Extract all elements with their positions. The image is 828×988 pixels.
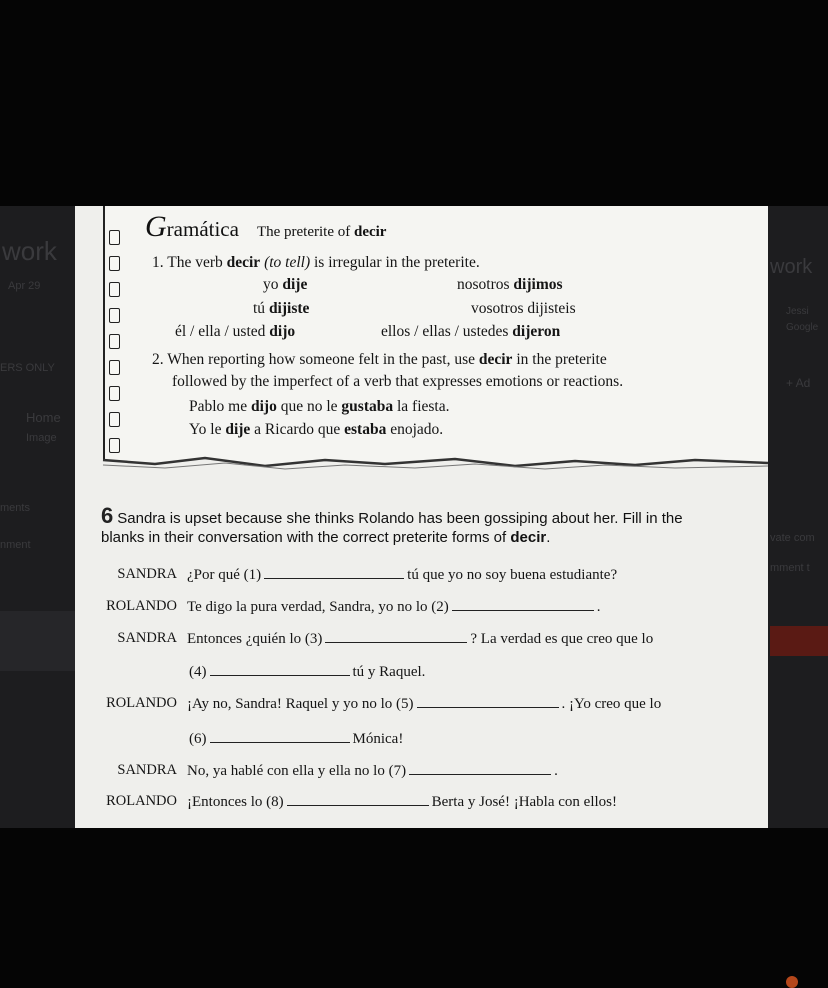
rule-1-text: 1. The verb <box>152 254 227 271</box>
speaker-label: ROLANDO <box>106 598 177 614</box>
verb-form: dijisteis <box>527 300 576 317</box>
ring-icon <box>109 334 120 349</box>
example-2 <box>189 421 443 439</box>
example-text: enojado. <box>386 421 444 438</box>
background-comment-right: mment t <box>770 562 810 574</box>
background-user-sub: Google <box>786 322 819 333</box>
background-label: ERS ONLY <box>0 362 55 374</box>
conj-tu <box>253 300 309 318</box>
line-text: No, ya hablé con ella y ella no lo (7) <box>187 763 407 779</box>
line-text: Entonces ¿quién lo (3) <box>187 631 323 647</box>
grammar-subtitle-verb: decir <box>353 224 387 240</box>
background-date: Apr 29 <box>8 280 41 292</box>
line-text: Berta y José! ¡Habla con ellos! <box>431 794 617 810</box>
pronoun: vosotros <box>471 300 524 317</box>
dialogue-line-6 <box>189 730 403 748</box>
line-text: (4) <box>189 664 207 680</box>
rule-2-rest: in the preterite <box>512 351 607 368</box>
line-text: . <box>596 599 601 615</box>
notebook-binding <box>109 230 123 464</box>
conj-yo <box>263 276 307 294</box>
speaker-label: SANDRA <box>117 762 177 778</box>
ring-icon <box>109 230 120 245</box>
ring-icon <box>109 282 120 297</box>
rule-2 <box>152 351 607 369</box>
background-add: + Ad <box>786 376 811 390</box>
conj-vosotros <box>471 300 576 318</box>
rule-2-line-2: followed by the imperfect of a verb that expresses emotions or reactions. <box>172 373 624 390</box>
answer-blank-2[interactable] <box>452 598 594 611</box>
line-text: Mónica! <box>352 731 404 747</box>
grammar-title-word: ramática <box>166 217 239 241</box>
instructions-verb: decir <box>510 529 547 546</box>
verb-form: dije <box>282 276 308 293</box>
answer-blank-8[interactable] <box>287 793 429 806</box>
pronoun: nosotros <box>457 276 510 293</box>
answer-blank-1[interactable] <box>264 566 404 579</box>
conj-ellos <box>381 323 560 341</box>
answer-blank-4[interactable] <box>210 663 350 676</box>
example-verb: estaba <box>344 421 387 438</box>
rule-1-gloss: (to tell) <box>264 254 311 271</box>
instructions-line-1: Sandra is upset because she thinks Rolando has been gossiping about her. Fill in the <box>117 510 683 527</box>
background-private: vate com <box>770 532 815 544</box>
ring-icon <box>109 438 120 453</box>
ring-icon <box>109 308 120 323</box>
grammar-subtitle: The preterite of <box>256 224 354 240</box>
rule-2-verb: decir <box>478 351 513 368</box>
background-title-left: work <box>2 236 57 266</box>
example-text: a Ricardo que <box>250 421 345 438</box>
example-1 <box>189 398 450 416</box>
rule-1-verb: decir <box>226 254 261 271</box>
pronoun: yo <box>263 276 279 293</box>
speaker-label: ROLANDO <box>106 695 177 711</box>
grammar-title-initial: G <box>145 210 167 243</box>
background-image: Image <box>26 432 57 444</box>
verb-form: dijiste <box>268 300 310 317</box>
line-text: tú que yo no soy buena estudiante? <box>407 567 618 583</box>
dialogue-line-5 <box>187 695 661 713</box>
exercise-number: 6 <box>101 503 114 528</box>
pronoun: tú <box>253 300 266 317</box>
conj-nosotros <box>457 276 563 294</box>
answer-blank-7[interactable] <box>409 762 551 775</box>
conj-el <box>175 323 295 341</box>
background-comments: ments <box>0 502 30 514</box>
speaker-label: ROLANDO <box>106 793 177 809</box>
example-verb: gustaba <box>341 398 394 415</box>
example-text: Pablo me <box>189 398 251 415</box>
background-panel <box>0 611 75 671</box>
background-home: Home <box>26 410 61 425</box>
example-text: la fiesta. <box>393 398 450 415</box>
background-title-right: work <box>770 256 813 278</box>
textbook-page <box>75 206 768 828</box>
dialogue-line-8 <box>187 793 617 811</box>
background-dot <box>786 976 798 988</box>
background-comment2: nment <box>0 539 31 551</box>
instructions-period: . <box>546 529 551 546</box>
example-verb: dijo <box>251 398 277 415</box>
pronoun: ellos / ellas / ustedes <box>381 323 509 340</box>
line-text: ¿Por qué (1) <box>187 567 262 583</box>
example-text: Yo le <box>189 421 226 438</box>
dialogue-line-3 <box>187 630 653 648</box>
ring-icon <box>109 256 120 271</box>
line-text: tú y Raquel. <box>352 664 426 680</box>
line-text: Te digo la pura verdad, Sandra, yo no lo (2) <box>187 599 449 615</box>
background-red-button <box>770 626 828 656</box>
line-text: ¡Ay no, Sandra! Raquel y yo no lo (5) <box>187 696 414 712</box>
verb-form: dijeron <box>512 323 561 340</box>
line-text: ¡Entonces lo (8) <box>187 794 284 810</box>
background-user-name: Jessi <box>786 306 809 317</box>
dialogue-line-2 <box>187 598 601 616</box>
ring-icon <box>109 412 120 427</box>
grammar-title <box>145 210 386 244</box>
rule-2-text: 2. When reporting how someone felt in the past, use <box>152 351 479 368</box>
dialogue-line-1 <box>187 566 617 584</box>
rule-1-rest: is irregular in the preterite. <box>310 254 480 271</box>
line-text: (6) <box>189 731 207 747</box>
ring-icon <box>109 360 120 375</box>
line-text: . ¡Yo creo que lo <box>561 696 662 712</box>
speaker-label: SANDRA <box>117 630 177 646</box>
example-text: que no le <box>276 398 342 415</box>
verb-form: dijo <box>269 323 296 340</box>
torn-edge <box>75 454 768 478</box>
line-text: . <box>554 763 558 779</box>
answer-blank-5[interactable] <box>417 695 559 708</box>
line-text: ? La verdad es que creo que lo <box>470 631 654 647</box>
rule-1 <box>152 254 480 272</box>
exercise-instructions <box>101 503 751 547</box>
instructions-line-2: blanks in their conversation with the correct preterite forms of <box>101 529 511 546</box>
dialogue-line-4 <box>189 663 425 681</box>
example-verb: dije <box>225 421 251 438</box>
ring-icon <box>109 386 120 401</box>
answer-blank-3[interactable] <box>325 630 467 643</box>
answer-blank-6[interactable] <box>210 730 350 743</box>
verb-form: dijimos <box>513 276 563 293</box>
dialogue-line-7 <box>187 762 558 780</box>
pronoun: él / ella / usted <box>175 323 266 340</box>
speaker-label: SANDRA <box>117 566 177 582</box>
